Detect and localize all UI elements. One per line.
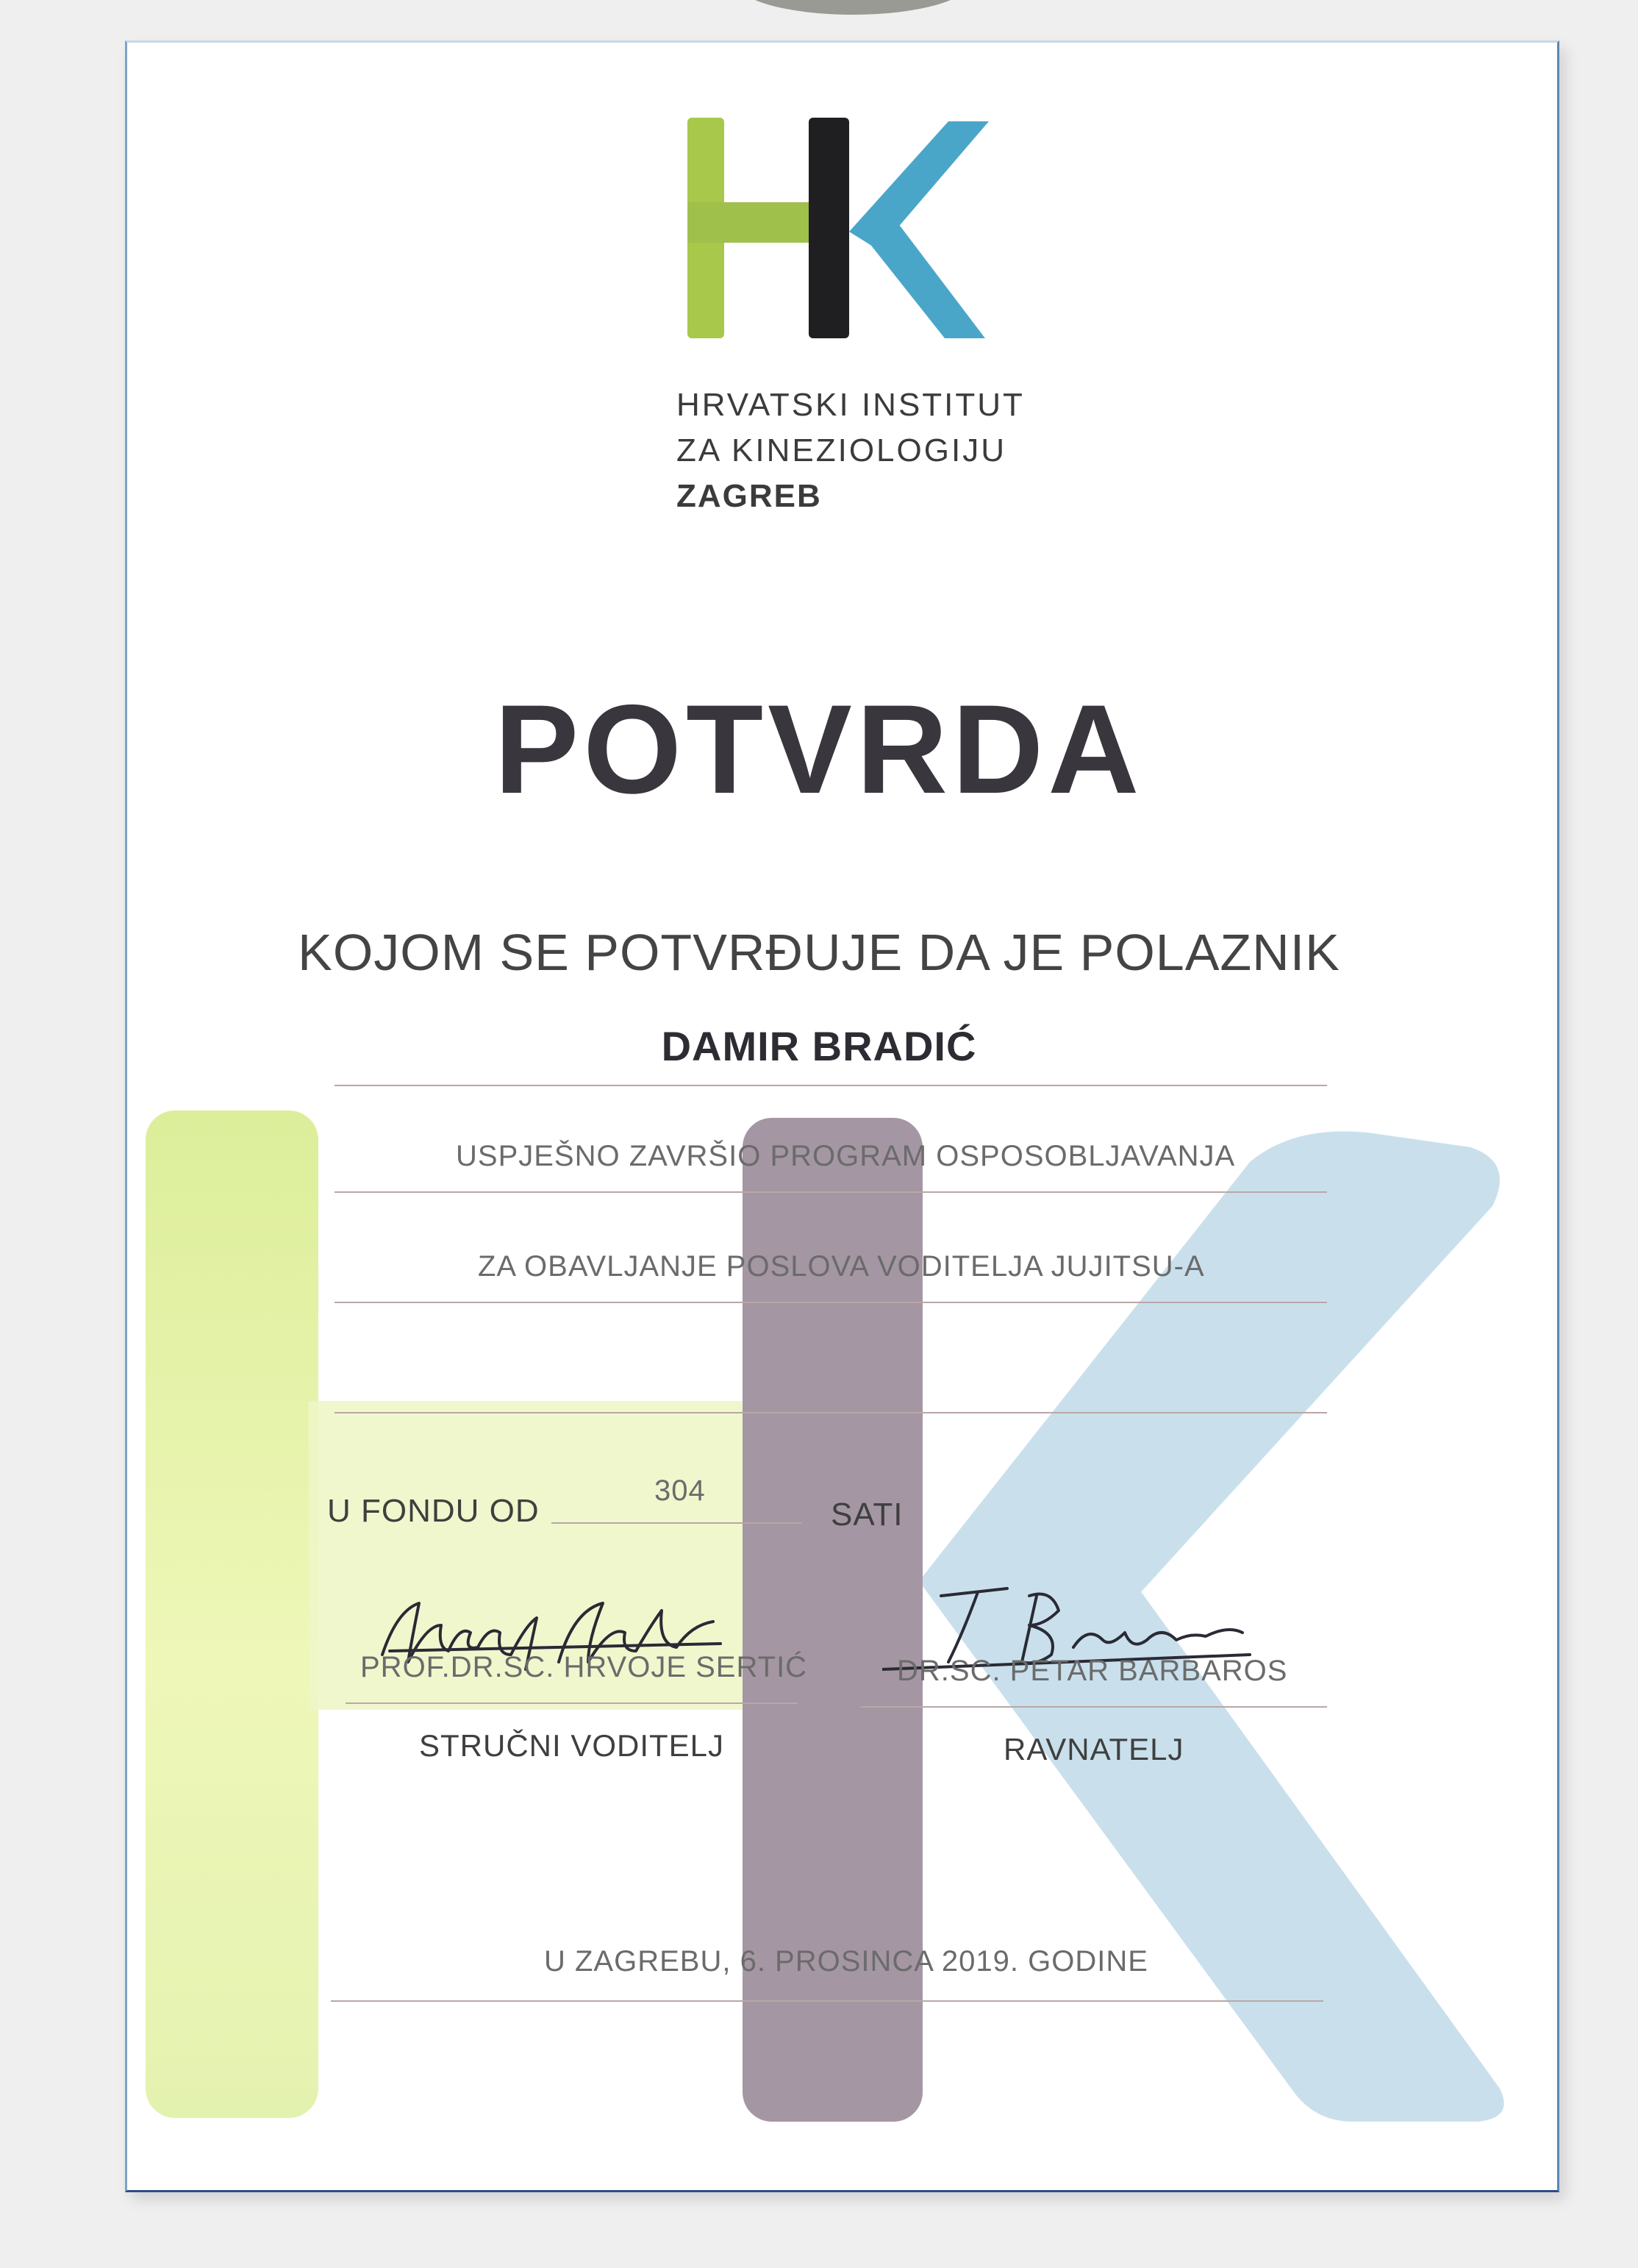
logo-k-lower-arm xyxy=(860,217,985,338)
institute-line-1: HRVATSKI INSTITUT xyxy=(676,387,1025,423)
program-underline-1 xyxy=(335,1191,1327,1193)
logo-h-crossbar xyxy=(687,202,809,243)
right-signatory-name: DR.SC. PETAR BARBAROS xyxy=(897,1655,1288,1687)
place-and-date: U ZAGREBU, 6. PROSINCA 2019. GODINE xyxy=(544,1945,1148,1978)
left-signature-line xyxy=(346,1702,798,1704)
name-underline xyxy=(335,1085,1327,1086)
institute-line-2: ZA KINEZIOLOGIJU xyxy=(676,432,1006,468)
program-line-2: ZA OBAVLJANJE POSLOVA VODITELJA JUJITSU-A xyxy=(478,1250,1205,1283)
hours-value: 304 xyxy=(654,1474,706,1507)
institute-city: ZAGREB xyxy=(676,478,822,514)
watermark-h-left-bar xyxy=(146,1110,318,2118)
certificate-title: POTVRDA xyxy=(494,679,1144,820)
hours-suffix: SATI xyxy=(831,1497,904,1533)
date-underline xyxy=(331,2000,1323,2002)
participant-name: DAMIR BRADIĆ xyxy=(661,1023,977,1069)
left-signatory-role: STRUČNI VODITELJ xyxy=(419,1728,725,1763)
right-signature-line xyxy=(860,1706,1327,1708)
hours-prefix: U FONDU OD xyxy=(327,1493,540,1529)
certificate-subtitle: KOJOM SE POTVRĐUJE DA JE POLAZNIK xyxy=(298,924,1340,981)
watermark-k-upper-arm xyxy=(919,1131,1500,1618)
institute-name xyxy=(676,382,1025,519)
right-signatory-role: RAVNATELJ xyxy=(1004,1732,1184,1766)
hk-logo xyxy=(676,110,1000,346)
program-line-1: USPJEŠNO ZAVRŠIO PROGRAM OSPOSOBLJAVANJA xyxy=(456,1140,1236,1172)
logo-k-stem xyxy=(809,118,849,338)
left-signatory-name: PROF.DR.SC. HRVOJE SERTIĆ xyxy=(360,1651,808,1683)
hours-underline xyxy=(551,1522,801,1524)
program-underline-3 xyxy=(335,1412,1327,1413)
program-underline-2 xyxy=(335,1302,1327,1303)
